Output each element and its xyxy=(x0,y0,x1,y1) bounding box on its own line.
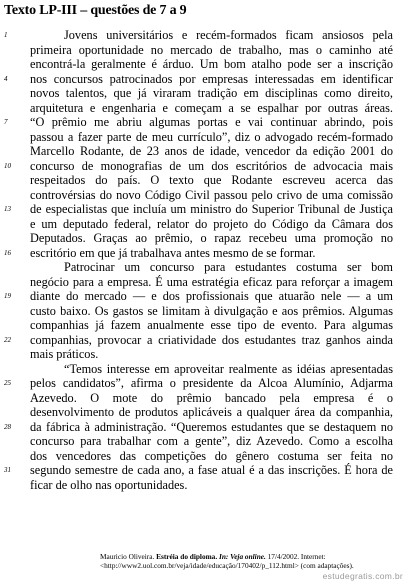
text-line xyxy=(4,115,393,130)
text-line xyxy=(4,202,393,217)
line-text: passou a fazer parte de meu currículo”, diz o advogado recém-formado xyxy=(30,129,393,144)
line-text: escritório em que já trabalhava antes mesmo de se formar. xyxy=(30,245,316,260)
line-number: 19 xyxy=(4,292,11,300)
text-line xyxy=(30,43,393,58)
line-text: companhias já fazem anualmente esse tipo de evento. Para algumas xyxy=(30,318,393,332)
text-body xyxy=(4,28,393,492)
text-line xyxy=(30,57,393,72)
text-line xyxy=(30,260,393,275)
source-work: Estréia do diploma. xyxy=(156,552,218,561)
text-line xyxy=(4,332,393,348)
text-line xyxy=(30,478,393,493)
text-line xyxy=(30,318,393,333)
text-line xyxy=(30,173,393,188)
text-line xyxy=(4,245,393,261)
line-text: Patrocinar um concurso para estudantes costuma ser bom xyxy=(64,260,393,274)
line-text: negócio para a empresa. É uma estratégia eficaz para reforçar a imagem xyxy=(30,274,393,289)
line-text: Azevedo. O mote do prêmio bancado pela empresa é o xyxy=(30,390,393,405)
line-text: primeira oportunidade no mercado de trabalho, mas o caminho até xyxy=(30,42,393,57)
text-line xyxy=(30,231,393,246)
line-number: 7 xyxy=(4,118,8,126)
text-line xyxy=(30,275,393,290)
line-text: Deputados. Graças ao prêmio, o rapaz recebeu uma promoção no xyxy=(30,231,393,245)
source-author: Mauricio Oliveira. xyxy=(100,552,155,561)
line-text: mais práticos. xyxy=(30,347,99,361)
text-line xyxy=(4,71,393,87)
line-text: “O prêmio me abriu algumas portas e vai continuar abrindo, pois xyxy=(30,115,393,129)
line-text: e um deputado federal, relator do projeto do Código da Câmara dos xyxy=(30,216,393,231)
line-text: dos vencedores das competições do gênero costuma ser feita no xyxy=(30,448,393,463)
source-publication: Veja online. xyxy=(230,552,266,561)
text-line xyxy=(30,362,393,377)
source-citation xyxy=(100,552,400,570)
text-line xyxy=(30,304,393,319)
line-number: 25 xyxy=(4,379,11,387)
line-text: concurso para trabalhar com a gente”, diz Azevedo. Como a escolha xyxy=(30,434,393,448)
text-line xyxy=(30,188,393,203)
text-line xyxy=(4,463,393,478)
text-line xyxy=(4,289,393,304)
document-title: Texto LP-III – questões de 7 a 9 xyxy=(4,3,187,18)
line-number: 22 xyxy=(4,335,11,344)
line-text: companhias, provocar a criatividade dos estudantes traz ganhos ainda xyxy=(30,332,393,347)
line-text: nos concursos patrocinados por empresas interessadas em identificar xyxy=(30,71,393,86)
text-line xyxy=(30,449,393,464)
line-text: concurso de monografias de um dos escritórios de advocacia mais xyxy=(30,158,393,173)
line-text: ficar de olho nas oportunidades. xyxy=(30,477,188,492)
source-line-1 xyxy=(100,552,400,561)
text-line xyxy=(30,405,393,420)
source-url: <http://www2.uol.com.br/veja/idade/educação/170402/p_112.html> (com adaptações). xyxy=(100,561,354,570)
line-number: 31 xyxy=(4,466,11,474)
text-line xyxy=(4,419,393,435)
line-text: encontrá-la geralmente é árduo. Um bom atalho pode ser a inscrição xyxy=(30,57,393,71)
line-number: 10 xyxy=(4,161,11,170)
text-line xyxy=(4,376,393,391)
line-text: respeitados do país. O texto que Rodante escreveu acerca das xyxy=(30,173,393,187)
text-line xyxy=(30,101,393,116)
text-line xyxy=(4,158,393,174)
text-line xyxy=(4,28,393,43)
line-text: Marcello Rodante, de 23 anos de idade, vencedor da edição 2001 do xyxy=(30,144,393,158)
line-number: 16 xyxy=(4,248,11,257)
line-text: desenvolvimento de produtos aplicáveis a qualquer área da companhia, xyxy=(30,405,393,419)
line-text: Jovens universitários e recém-formados ficam ansiosos pela xyxy=(64,28,393,42)
line-text: segundo semestre de cada ano, a fase atual é a das inscrições. É hora de xyxy=(30,463,393,477)
line-text: da fábrica à administração. “Queremos estudantes que se destaquem no xyxy=(30,419,393,434)
source-in-label: In: xyxy=(218,552,229,561)
line-text: controvérsias do novo Código Civil passou pelo crivo de uma comissão xyxy=(30,187,393,202)
line-text: diante do mercado — e dos profissionais que atuarão nele — a um xyxy=(30,289,393,303)
text-line xyxy=(30,86,393,101)
text-line xyxy=(30,217,393,232)
line-number: 13 xyxy=(4,205,11,213)
line-text: “Temos interesse em aproveitar realmente as idéias apresentadas xyxy=(64,361,393,376)
line-text: arquitetura e engenharia e começam a se espalhar por outras áreas. xyxy=(30,100,393,115)
source-date-label: 17/4/2002. Internet: xyxy=(267,552,326,561)
line-text: de especialistas que incluía um ministro do Superior Tribunal de Justiça xyxy=(30,202,393,216)
text-line xyxy=(30,434,393,449)
text-line xyxy=(30,130,393,145)
line-number: 4 xyxy=(4,74,8,83)
text-line xyxy=(30,391,393,406)
line-text: custo baixo. Os gastos se limitam à divulgação e aos prêmios. Algumas xyxy=(30,303,393,318)
text-line xyxy=(30,144,393,159)
line-text: pelos candidatos”, afirma o presidente da Alcoa Alumínio, Adjarma xyxy=(30,376,393,390)
line-number: 1 xyxy=(4,31,8,39)
line-number: 28 xyxy=(4,422,11,431)
text-line xyxy=(30,347,393,362)
line-text: novos talentos, que já viraram tradição em disciplinas como direito, xyxy=(30,86,393,100)
watermark: estudegratis.com.br xyxy=(322,571,403,581)
